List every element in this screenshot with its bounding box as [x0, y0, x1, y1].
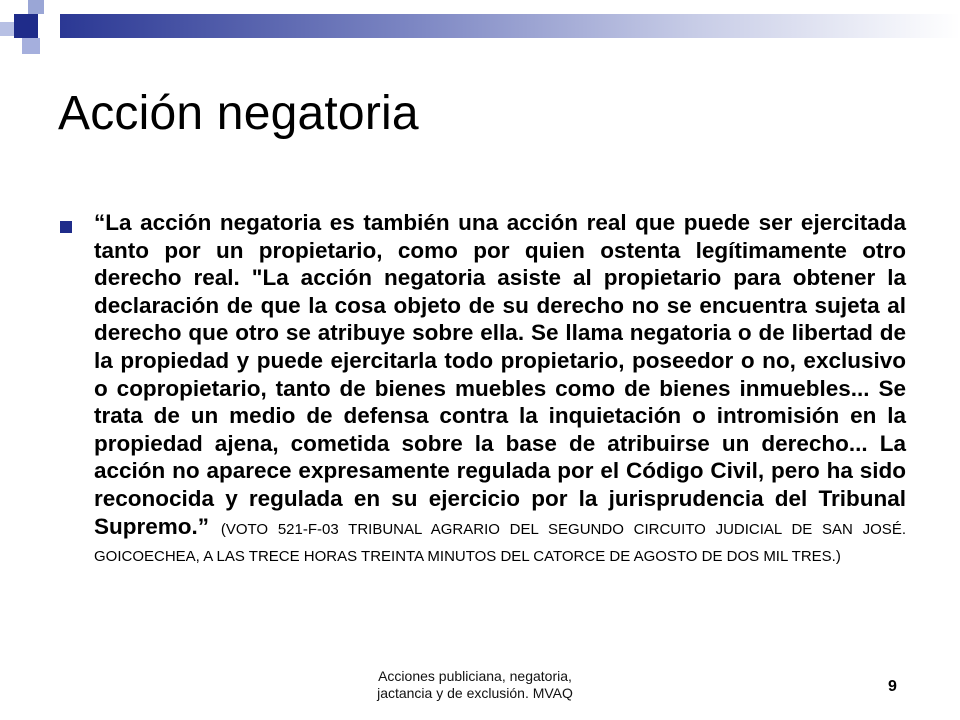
citation-text: (VOTO 521-F-03 TRIBUNAL AGRARIO DEL SEGUNDO CIRCUITO JUDICIAL DE SAN JOSÉ. GOICOECHEA, A LAS TRECE HORAS TREINTA MINUTOS DEL CATORCE DE AGOSTO DE DOS MIL TRES.) — [94, 520, 906, 566]
header-gradient-bar — [60, 14, 960, 38]
decorative-square — [14, 14, 38, 38]
footer-line: Acciones publiciana, negatoria, — [378, 668, 572, 684]
footer-text — [370, 668, 580, 702]
bullet-square-icon — [60, 221, 72, 233]
quote-text: “La acción negatoria es también una acción real que puede ser ejercitada tanto por un propietario, como por quien ostenta legítimamente otro derecho real. "La acción negatoria asiste al propietario para obtener la declaración de que la cosa objeto de su derecho no se encuentra sujeta al derecho que otro se atribuye sobre ella. Se llama negatoria o de libertad de la propiedad y puede ejercitarla todo propietario, poseedor o no, exclusivo o copropietario, tanto de bienes muebles como de bienes inmuebles... Se trata de un medio de defensa contra la inquietación o intromisión en la propiedad ajena, cometida sobre la base de atribuirse un derecho... La acción no aparece expresamente regulada por el Código Civil, pero ha sido reconocida y regulada en su ejercicio por la jurisprudencia del Tribunal Supremo.” — [94, 210, 906, 539]
bullet-text — [94, 209, 906, 568]
slide-title: Acción negatoria — [58, 87, 419, 140]
page-number: 9 — [888, 678, 897, 695]
decorative-square — [28, 0, 44, 14]
footer-line: jactancia y de exclusión. MVAQ — [377, 685, 573, 701]
decorative-square — [22, 38, 40, 54]
